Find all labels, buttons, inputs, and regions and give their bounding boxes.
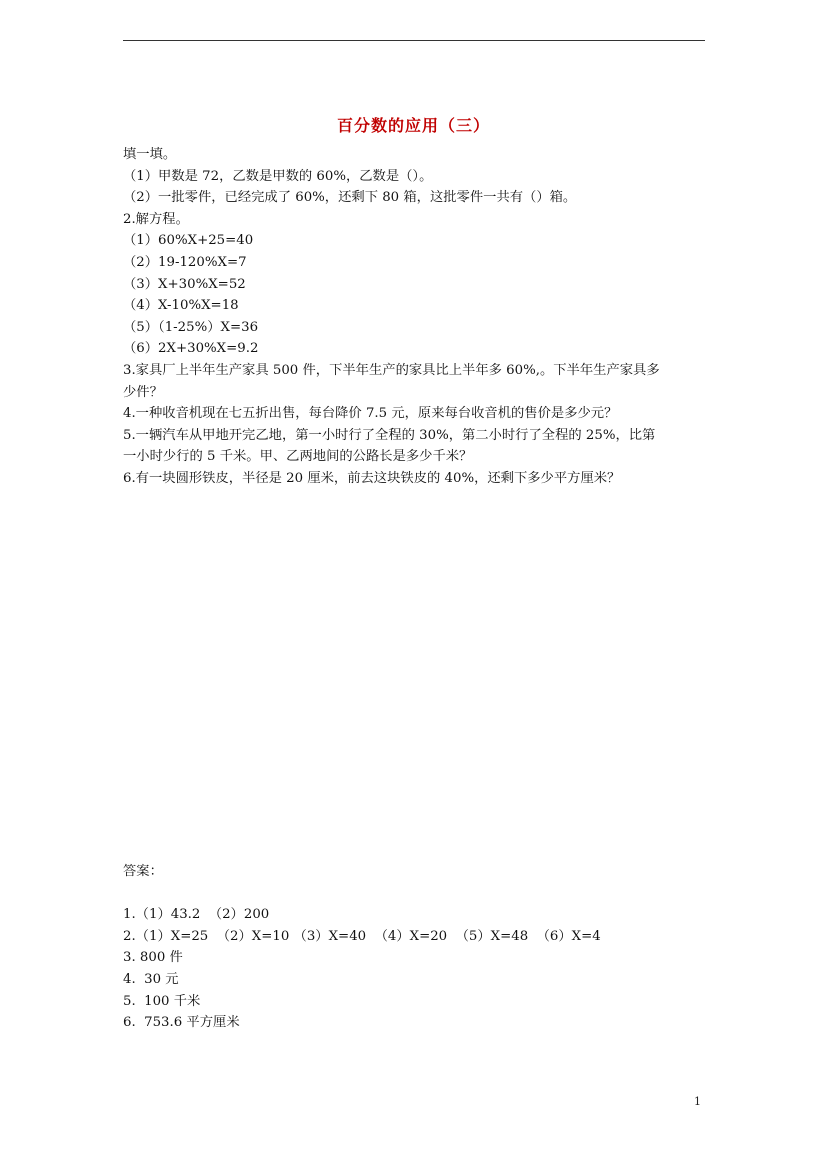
answer-item: 5. 100 千米 (123, 993, 201, 1009)
equation-item: （4）X-10%X=18 (123, 298, 239, 314)
page-title: 百分数的应用（三） (336, 116, 490, 135)
equation-item: （5）（1-25%）X=36 (123, 319, 259, 335)
question-body (123, 144, 709, 490)
answer-item: 4. 30 元 (123, 971, 179, 987)
problem-3-line-1: 3.家具厂上半年生产家具 500 件，下半年生产的家具比上半年多 60%,。下半年生产家具多 (123, 362, 660, 378)
answer-item: 6. 753.6 平方厘米 (123, 1015, 240, 1031)
problem-5-line-2: 一小时少行的 5 千米。甲、乙两地间的公路长是多少千米？ (123, 449, 473, 465)
equation-item: （1）60%X+25=40 (123, 233, 254, 249)
section-heading-equations: 2.解方程。 (123, 211, 189, 227)
answers-block (123, 861, 709, 1034)
equation-item: （6）2X+30%X=9.2 (123, 341, 259, 357)
page-number: 1 (694, 1095, 701, 1108)
equation-item: （2）19-120%X=7 (123, 254, 247, 270)
section-heading-fill-in: 填一填。 (123, 147, 177, 162)
list-item: （1）甲数是 72，乙数是甲数的 60%，乙数是（）。 (123, 168, 433, 184)
answer-item: 2.（1）X=25 （2）X=10 （3）X=40 （4）X=20 （5）X=48 （6）X=4 (123, 928, 601, 944)
problem-4: 4.一种收音机现在七五折出售，每台降价 7.5 元，原来每台收音机的售价是多少元？ (123, 406, 618, 422)
answers-heading: 答案： (123, 864, 163, 879)
answer-item: 3. 800 件 (123, 950, 183, 966)
answer-item: 1.（1）43.2 （2）200 (123, 907, 270, 923)
problem-5-line-1: 5.一辆汽车从甲地开完乙地，第一小时行了全程的 30%，第二小时行了全程的 25%，比第 (123, 427, 656, 443)
spacer (123, 883, 709, 905)
problem-3-line-2: 少件？ (123, 384, 163, 400)
equation-item: （3）X+30%X=52 (123, 276, 246, 292)
list-item: （2）一批零件，已经完成了 60%，还剩下 80 箱，这批零件一共有（）箱。 (123, 190, 577, 206)
header-rule (123, 40, 705, 41)
problem-6: 6.有一块圆形铁皮，半径是 20 厘米，前去这块铁皮的 40%，还剩下多少平方厘米？ (123, 470, 621, 486)
